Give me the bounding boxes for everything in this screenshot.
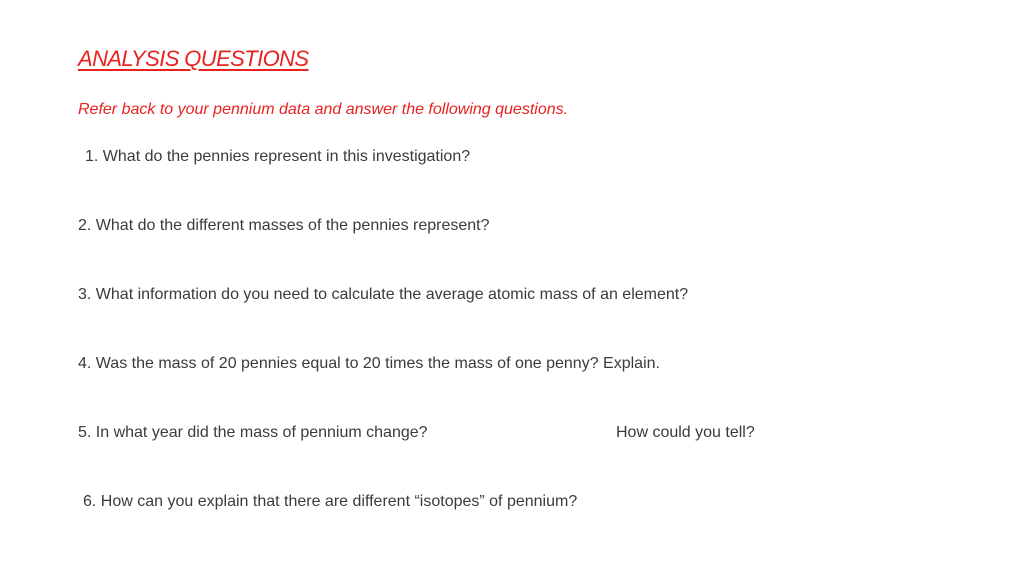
slide-subtitle: Refer back to your pennium data and answer the following questions. <box>78 101 569 118</box>
slide-title: ANALYSIS QUESTIONS <box>78 46 309 71</box>
question-6: 6. How can you explain that there are different “isotopes” of pennium? <box>83 493 578 510</box>
question-3: 3. What information do you need to calculate the average atomic mass of an element? <box>78 286 689 303</box>
question-1: 1. What do the pennies represent in this investigation? <box>85 148 471 165</box>
question-5: 5. In what year did the mass of pennium change? <box>78 424 428 441</box>
question-5-followup: How could you tell? <box>616 424 755 441</box>
question-2: 2. What do the different masses of the pennies represent? <box>78 217 490 234</box>
question-4: 4. Was the mass of 20 pennies equal to 20 times the mass of one penny? Explain. <box>78 355 660 372</box>
